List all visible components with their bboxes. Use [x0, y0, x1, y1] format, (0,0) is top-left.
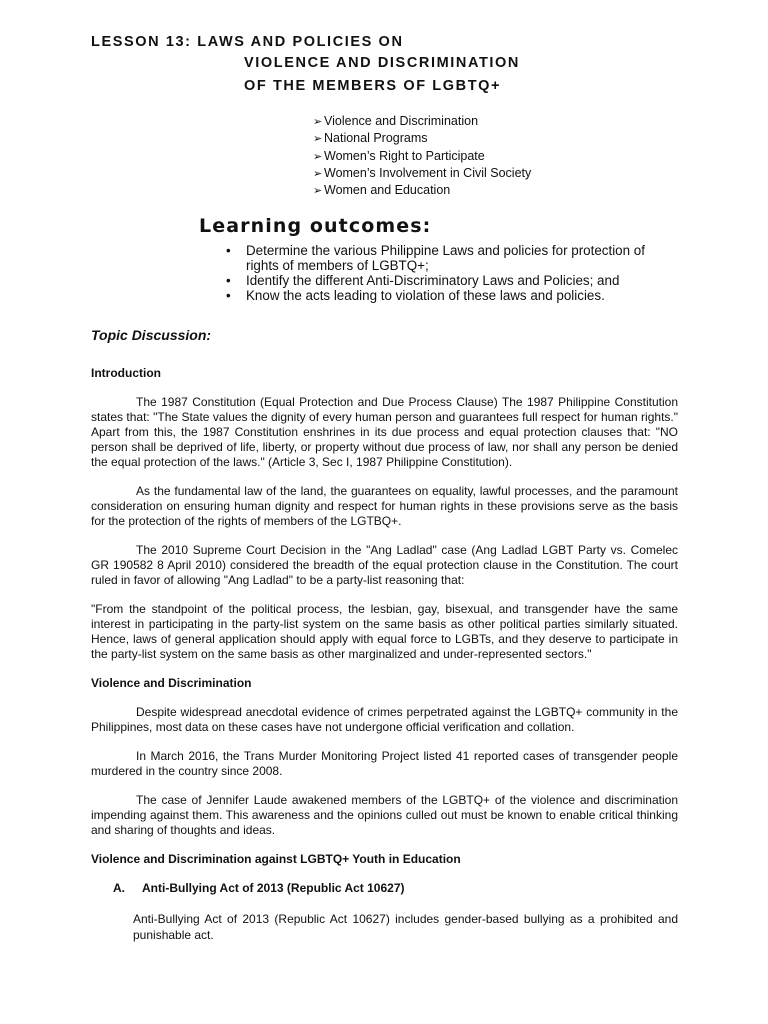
arrow-bullet-icon: ➢: [313, 116, 323, 128]
arrow-bullet-icon: ➢: [313, 167, 323, 180]
topic-item: ➢ Women and Education: [313, 182, 531, 199]
bullet-icon: •: [226, 243, 231, 258]
topic-item: ➢ Women’s Right to Participate: [313, 148, 531, 165]
outcome-item: • Determine the various Philippine Laws and policies for protection of rights of members of LGBTQ+;: [226, 243, 645, 273]
bullet-icon: •: [226, 273, 231, 288]
lesson-title-line-1: LESSON 13: LAWS AND POLICIES ON: [91, 34, 404, 50]
violence-paragraph-1: Despite widespread anecdotal evidence of crimes perpetrated against the LGBTQ+ community in the Philippines, most data on these cases have not undergone official verification and collation.: [91, 705, 678, 734]
education-heading: Violence and Discrimination against LGBTQ+ Youth in Education: [91, 852, 461, 866]
intro-paragraph-2: As the fundamental law of the land, the guarantees on equality, lawful processes, and the paramount consideration on ensuring human dignity and respect for human rights in these provisions serve as the basis for the protection of the rights of members of the LGTBQ+.: [91, 484, 678, 528]
introduction-heading: Introduction: [91, 366, 161, 380]
anti-bullying-subheading: A. Anti-Bullying Act of 2013 (Republic Act 10627): [113, 881, 405, 895]
learning-outcomes-list: [226, 243, 666, 303]
discussion-body: [91, 366, 678, 943]
intro-paragraph-3: The 2010 Supreme Court Decision in the "Ang Ladlad" case (Ang Ladlad LGBT Party vs. Comelec GR 190582 8 April 2010) considered the breadth of the equal protection clause in the Constitution. The court ruled in favor of allowing "Ang Ladlad" to be a party-list reasoning that:: [91, 543, 678, 587]
outcome-item: • Know the acts leading to violation of these laws and policies.: [226, 288, 605, 303]
learning-outcomes-heading: Learning outcomes:: [199, 215, 432, 237]
topic-item: ➢ Women’s Involvement in Civil Society: [313, 165, 531, 182]
subheading-letter: A.: [113, 881, 125, 895]
arrow-bullet-icon: ➢: [313, 150, 323, 163]
intro-paragraph-1: The 1987 Constitution (Equal Protection and Due Process Clause) The 1987 Philippine Constitution states that: "The State values the dignity of every human person and guarantees full respect for human rights." Apart from this, the 1987 Constitution enshrines in its due process and equal protection clauses that: "NO person shall be deprived of life, liberty, or property without due process of law, nor shall any person be denied the equal protection of the laws." (Article 3, Sec I, 1987 Philippine Constitution).: [91, 395, 678, 469]
lesson-title-line-3: OF THE MEMBERS OF LGBTQ+: [244, 78, 502, 94]
violence-paragraph-2: In March 2016, the Trans Murder Monitoring Project listed 41 reported cases of transgender people murdered in the country since 2008.: [91, 749, 678, 778]
outcome-item: • Identify the different Anti-Discriminatory Laws and Policies; and: [226, 273, 620, 288]
bullet-icon: •: [226, 288, 231, 303]
violence-heading: Violence and Discrimination: [91, 676, 252, 690]
anti-bullying-paragraph: Anti-Bullying Act of 2013 (Republic Act 10627) includes gender-based bullying as a prohibited and punishable act.: [133, 912, 678, 942]
topic-list: [313, 113, 531, 199]
arrow-bullet-icon: ➢: [313, 133, 323, 146]
topic-item: ➢ National Programs: [313, 130, 531, 147]
court-quote: "From the standpoint of the political process, the lesbian, gay, bisexual, and transgender have the same interest in participating in the party-list system on the same basis as other political parties similarly situated. Hence, laws of general application should apply with equal force to LGBTs, and they deserve to participate in the party-list system on the same basis as other marginalized and under-represented sectors.": [91, 602, 678, 661]
violence-paragraph-3: The case of Jennifer Laude awakened members of the LGBTQ+ of the violence and discrimination impending against them. This awareness and the opinions culled out must be known to enable critical thinking and sharing of thoughts and ideas.: [91, 793, 678, 837]
topic-item: ➢ Violence and Discrimination: [313, 113, 531, 130]
arrow-bullet-icon: ➢: [313, 185, 323, 198]
lesson-title-line-2: VIOLENCE AND DISCRIMINATION: [244, 55, 521, 71]
topic-discussion-heading: Topic Discussion:: [91, 327, 212, 343]
